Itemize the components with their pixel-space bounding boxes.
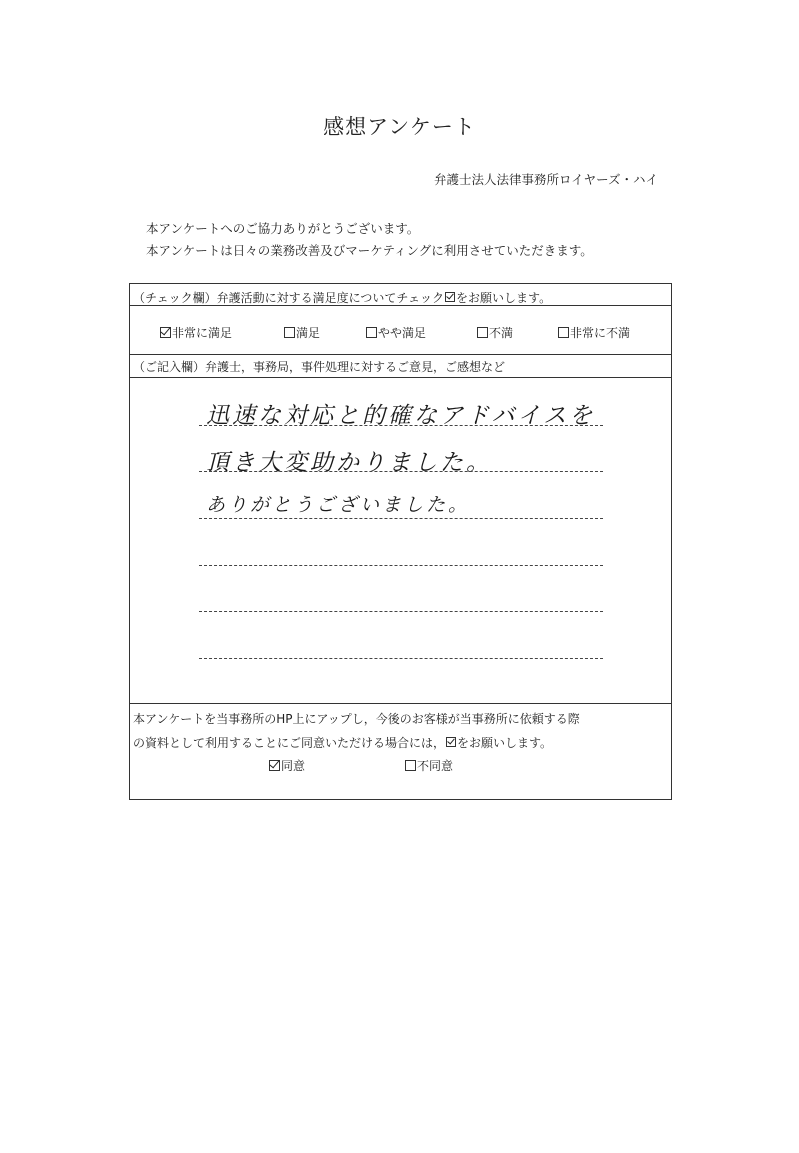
writing-line xyxy=(199,611,603,612)
option-label: 同意 xyxy=(281,759,306,773)
checkbox-example-icon xyxy=(445,292,455,302)
consent-text-line-1: 本アンケートを当事務所のHP上にアップし，今後のお客様が当事務所に依頼する際 xyxy=(133,712,580,726)
firm-name: 弁護士法人法律事務所ロイヤーズ・ハイ xyxy=(433,172,658,187)
option-label: やや満足 xyxy=(378,326,427,340)
checkbox-icon[interactable] xyxy=(558,327,569,338)
option-label: 非常に満足 xyxy=(172,326,233,340)
handwritten-comment-line-3: ありがとうございました。 xyxy=(206,494,471,516)
checkbox-example-icon xyxy=(446,737,456,747)
intro-line-1: 本アンケートへのご協力ありがとうございます。 xyxy=(146,221,420,236)
checkbox-checked-icon[interactable] xyxy=(160,327,171,338)
option-very-satisfied[interactable] xyxy=(160,324,232,341)
checkbox-icon[interactable] xyxy=(405,760,416,771)
checkbox-icon[interactable] xyxy=(366,327,377,338)
checkbox-icon[interactable] xyxy=(284,327,295,338)
handwritten-comment-line-1: 迅速な対応と的確なアドバイスを xyxy=(206,403,596,429)
intro-line-2: 本アンケートは日々の業務改善及びマーケティングに利用させていただきます。 xyxy=(146,243,593,258)
option-very-dissatisfied[interactable] xyxy=(558,324,630,341)
consent-text-line-2 xyxy=(133,734,552,751)
writing-line xyxy=(199,471,603,472)
satisfaction-label-text: （チェック欄）弁護活動に対する満足度についてチェック xyxy=(133,291,445,305)
satisfaction-section-label xyxy=(133,289,551,306)
option-label: 不満 xyxy=(489,326,514,340)
checkbox-checked-icon[interactable] xyxy=(269,760,280,771)
satisfaction-label-suffix: をお願いします。 xyxy=(456,291,552,305)
consent-text: の資料として利用することにご同意いただける場合には， xyxy=(133,736,446,750)
handwritten-comment-line-2: 頂き大変助かりました。 xyxy=(206,450,492,476)
writing-line xyxy=(199,658,603,659)
survey-form xyxy=(129,283,672,800)
checkbox-icon[interactable] xyxy=(477,327,488,338)
writing-line xyxy=(199,565,603,566)
option-dissatisfied[interactable] xyxy=(477,324,513,341)
option-somewhat-satisfied[interactable] xyxy=(366,324,426,341)
writing-line xyxy=(199,518,603,519)
option-disagree[interactable] xyxy=(405,757,453,774)
consent-text-suffix: をお願いします。 xyxy=(457,736,553,750)
option-label: 非常に不満 xyxy=(570,326,631,340)
page-title: 感想アンケート xyxy=(323,115,476,139)
comment-section-label: （ご記入欄）弁護士，事務局，事件処理に対するご意見，ご感想など xyxy=(133,360,506,374)
divider xyxy=(130,305,671,306)
option-label: 満足 xyxy=(296,326,321,340)
divider xyxy=(130,377,671,378)
divider xyxy=(130,354,671,355)
option-satisfied[interactable] xyxy=(284,324,320,341)
divider xyxy=(130,703,671,704)
option-agree[interactable] xyxy=(269,757,305,774)
writing-line xyxy=(199,425,603,426)
option-label: 不同意 xyxy=(417,759,454,773)
